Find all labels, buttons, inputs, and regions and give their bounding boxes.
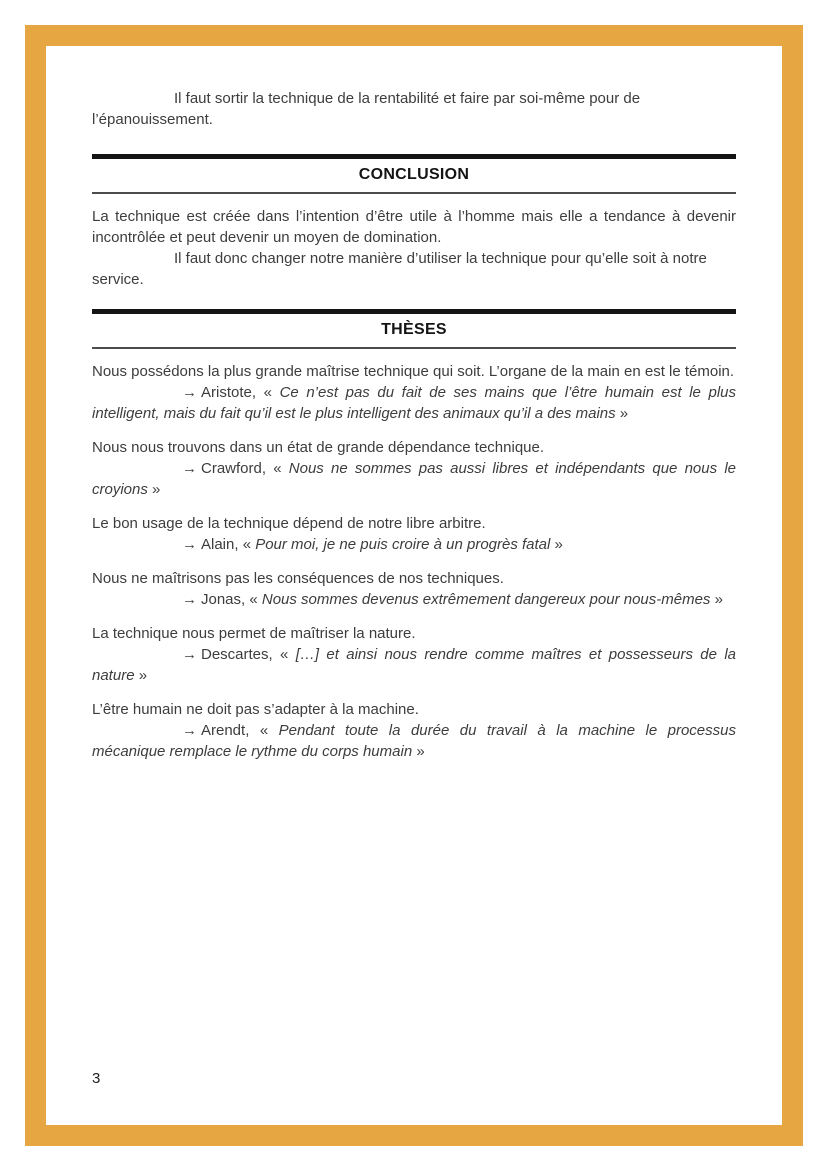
thesis-author: Arendt, « xyxy=(201,722,279,739)
thesis-quote: Pour moi, je ne puis croire à un progrès fatal xyxy=(255,536,551,553)
thesis-attribution xyxy=(92,458,736,500)
page-content xyxy=(46,46,782,1125)
thesis-quote: Nous ne sommes pas aussi libres et indépendants que nous le croyions xyxy=(92,460,736,498)
thesis-author: Jonas, « xyxy=(201,591,262,608)
thesis-attribution xyxy=(92,589,736,610)
quote-close: » xyxy=(615,405,629,422)
thesis-author: Alain, « xyxy=(201,536,256,553)
thick-rule xyxy=(92,309,736,314)
theses-title: THÈSES xyxy=(381,321,447,338)
page-number: 3 xyxy=(92,1070,101,1087)
thesis-item xyxy=(92,699,736,762)
arrow-icon: → xyxy=(182,591,197,608)
arrow-icon: → xyxy=(182,722,197,739)
conclusion-paragraph: La technique est créée dans l’intention d’être utile à l’homme mais elle a tendance à devenir incontrôlée et peut devenir un moyen de domination. xyxy=(92,208,736,246)
thesis-attribution xyxy=(92,644,736,686)
thin-rule xyxy=(92,347,736,349)
conclusion-section-header xyxy=(92,154,736,194)
thesis-quote: Nous sommes devenus extrêmement dangereux pour nous-mêmes xyxy=(261,591,711,608)
arrow-icon: → xyxy=(182,536,197,553)
arrow-icon: → xyxy=(182,646,197,663)
thesis-attribution xyxy=(92,534,736,555)
thesis-author: Crawford, « xyxy=(201,460,289,477)
thesis-quote: […] et ainsi nous rendre comme maîtres et possesseurs de la nature xyxy=(92,646,736,684)
thesis-claim: Nous ne maîtrisons pas les conséquences de nos techniques. xyxy=(92,570,504,587)
quote-close: » xyxy=(710,591,723,608)
page-border-frame xyxy=(25,25,803,1146)
conclusion-title: CONCLUSION xyxy=(358,166,470,183)
thesis-attribution xyxy=(92,382,736,424)
thin-rule xyxy=(92,192,736,194)
thesis-item xyxy=(92,623,736,686)
thesis-claim: Nous nous trouvons dans un état de grande dépendance technique. xyxy=(92,439,545,456)
thesis-author: Descartes, « xyxy=(201,646,296,663)
theses-section-header xyxy=(92,309,736,349)
thesis-item xyxy=(92,513,736,555)
thesis-item xyxy=(92,568,736,610)
quote-close: » xyxy=(134,667,148,684)
thesis-item xyxy=(92,361,736,424)
thesis-claim: Le bon usage de la technique dépend de notre libre arbitre. xyxy=(92,515,486,532)
thesis-quote: Pendant toute la durée du travail à la machine le processus mécanique remplace le rythme du corps humain xyxy=(92,722,736,760)
conclusion-indented-line: Il faut donc changer notre manière d’utiliser la technique pour qu’elle soit à notre service. xyxy=(92,250,707,288)
thesis-claim: La technique nous permet de maîtriser la nature. xyxy=(92,625,416,642)
arrow-icon: → xyxy=(182,460,197,477)
thesis-author: Aristote, « xyxy=(201,384,280,401)
quote-close: » xyxy=(147,481,161,498)
thesis-attribution xyxy=(92,720,736,762)
quote-close: » xyxy=(412,743,425,760)
intro-line: Il faut sortir la technique de la rentabilité et faire par soi-même pour de l’épanouissement. xyxy=(92,90,641,128)
thesis-item xyxy=(92,437,736,500)
arrow-icon: → xyxy=(182,384,197,401)
thesis-claim: Nous possédons la plus grande maîtrise technique qui soit. L’organe de la main en est le témoin. xyxy=(92,363,735,380)
quote-close: » xyxy=(550,536,563,553)
thick-rule xyxy=(92,154,736,159)
thesis-list xyxy=(92,361,736,762)
thesis-quote: Ce n’est pas du fait de ses mains que l’être humain est le plus intelligent, mais du fait qu’il est le plus intelligent des animaux qu’il a des mains xyxy=(92,384,736,422)
thesis-claim: L’être humain ne doit pas s’adapter à la machine. xyxy=(92,701,419,718)
